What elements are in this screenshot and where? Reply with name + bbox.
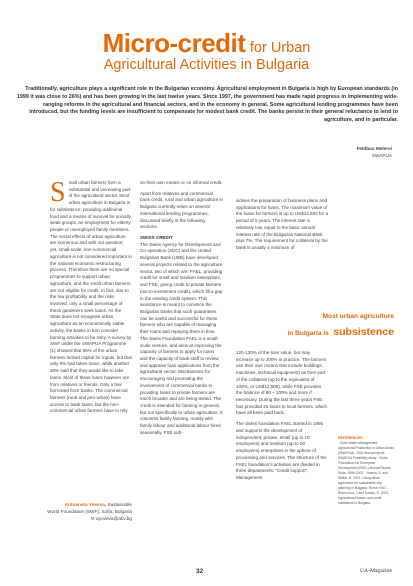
column-3 [236, 198, 328, 586]
pull-quote [236, 313, 394, 340]
col3-bottom [236, 350, 328, 482]
author-name: Antoaneta Yoveva, [64, 502, 107, 507]
title-line2: Agricultural Activities in Bulgaria [103, 57, 310, 73]
drop-cap: S [50, 180, 66, 208]
col3-paragraph-1: sidises the preparation of business plans and applications for loans. The maximum value of the loans for farmers is up to US$12,500 for a period of 5 years. The interest rate is relatively low, equal to the basic annual interest rate of the Bulgarian National Bank plus 7%. The requirement for collateral by the bank is usually a minimum of [236, 198, 328, 251]
email-icon: ✉ [90, 516, 95, 522]
col2-paragraph-1: on their own means or on informal credit. [140, 180, 223, 185]
author-byline [28, 501, 132, 522]
author-email[interactable]: ayoveva@abv.bg [96, 516, 132, 522]
references-heading: REFERENCES [338, 436, 363, 440]
photo-credit-name: Feldbau Melerei [356, 146, 392, 151]
subheading-swiss-credit: SWISS CREDIT [140, 235, 173, 241]
col1-paragraph [50, 180, 132, 415]
col2-paragraph-3: The Swiss Agency for Development and Co-operation (SDC) and the United Bulgarian Bank (UBB) have developed several projects related to the agriculture sector, two of which are: FAEL, providing credit for small and medium enterprises, and FSE, giving credit to private farmers (micro-investment credit), which fill a gap in the existing credit system. This assistance is meant to convince the Bulgarian banks that such guarantees can be useful and successful for these farmers who are capable of managing their loans and repaying them in time. The Swiss Foundation FAEL is a small-scale venture, and aims at improving the capacity of farmers to apply for loans and the capacity of bank staff to review and appraise loan applications from the agricultural sector. Mechanisms for encouraging and promoting the involvement of commercial banks in providing loans to private farmers are much broader and are being tested. The credit is intended for farming in general, but not specifically to urban agriculture. It concerns family farming, mainly with family labour and additional labour hired seasonally. FSE sub- [140, 241, 223, 435]
references [338, 436, 394, 506]
col3-paragraph-3: The Swiss foundation FAEL started in 1995 and supports the development of independent, private, small (up to 10 employees) and medium (up to 50 employees) enterprises in the sphere of processing and services. The structure of the FAEL foundation's activities are divided in three departments: "Credit support", Management [236, 421, 327, 480]
col3-top [236, 198, 328, 252]
page-number: 32 [196, 568, 204, 575]
title-main: Micro-credit [102, 28, 246, 58]
references-text: - Sofia Water Management Agricultural Production in Urban Areas (SWAPUA). 2001 Annual report: SWAPUA Feasibility study - Swiss Foundation for Enterprise Development (FAEL) Annual Report, Sofia, 1996-2002 - Yoveva, A. and Walter, B. 2001. Using urban agriculture for sustainable city planning in Bulgaria. Rome: FAO - Rumenova, I. and Kostov, D. 2002. Agricultural finance and credit institutions in Bulgaria. [338, 441, 394, 505]
pull-quote-emphasis: subsistence [333, 325, 394, 338]
col3-paragraph-2: 120-130% of the loan value, but may increase up to 200% in practice. The farmers use their own means that include buildings, machines, technical equipment) as their part of the collateral (up to the equivalent of 100%, or US$12,500), while FSE provides the balance of 80 – 100% and more if necessary. During the last three years FSE has provided 25 loans to local farmers, which have all been paid back. [236, 350, 327, 416]
col2-paragraph-2: Apart from relatives and commercial bank credit, rural and urban agriculture in Bulgaria currently relies on several international lending programmes, discussed briefly in the following sections. [140, 190, 223, 230]
photo-credit [330, 146, 392, 160]
article-title [0, 30, 413, 73]
author-affil-1: Sustainable [107, 502, 132, 507]
column-1 [50, 180, 132, 502]
pull-quote-line2: in Bulgaria is [287, 329, 329, 337]
col1-text: mall urban farmers form a substantial and increasing part of the agricultural sector. Most urban agriculture in Bulgaria is for subsistence, providing additional food and a means of survival for socially weak groups, an employment for elderly people or unemployed family members. The social effects of urban agriculture are numerous and with out question; yet, small-scale, non-commercial agriculture is not considered important in the national economic restructuring process. Therefore there are no special programmes to support urban agriculture, and the small urban farmers are not eligible for credit. In fact, due to the low profitability and the risks involved, only a small percentage of these gardeners seek loans. As the State does not recognise urban agriculture as an economically viable activity, the banks in turn consider farming activities to be risky. A survey by SWF under the SWAPUA Programme (1) showed that 55% of the urban farmers lacked capital for inputs, but that only 9% had taken loans, while another 20% said that they would like to take loans. Most of these loans however are from relatives or friends. Only a few borrowed from banks. The commercial farmers (rural and peri-urban) have access to bank loans, but the non-commercial urban farmers have to rely [50, 180, 132, 414]
column-2 [140, 180, 223, 580]
title-rest: for Urban [249, 40, 311, 56]
magazine-brand: UA-Magazine [360, 568, 392, 574]
lead-paragraph: Traditionally, agriculture plays a significant role in the Bulgarian economy. Agricultural employment in Bulgaria is high by European standards (in 1999 it was close to 26%) and has been growing in the last twelve years. Since 1997, the government has made rapid progress in implementing wide-ranging reforms in the agricultural and financial sectors, and in the economy in general. Some agricultural lending programmes have been introduced, but the funding levels are insufficient to compensate for modest bank credit. The banks persist in their general reluctance to lend to agriculture, and in particular. [16, 86, 398, 124]
photo-credit-org: SWAPUA [371, 152, 392, 158]
author-affil-2: World Foundation (SWF), Sofia, Bulgaria [47, 509, 132, 515]
pull-quote-line1: Most urban agriculture [322, 313, 394, 320]
